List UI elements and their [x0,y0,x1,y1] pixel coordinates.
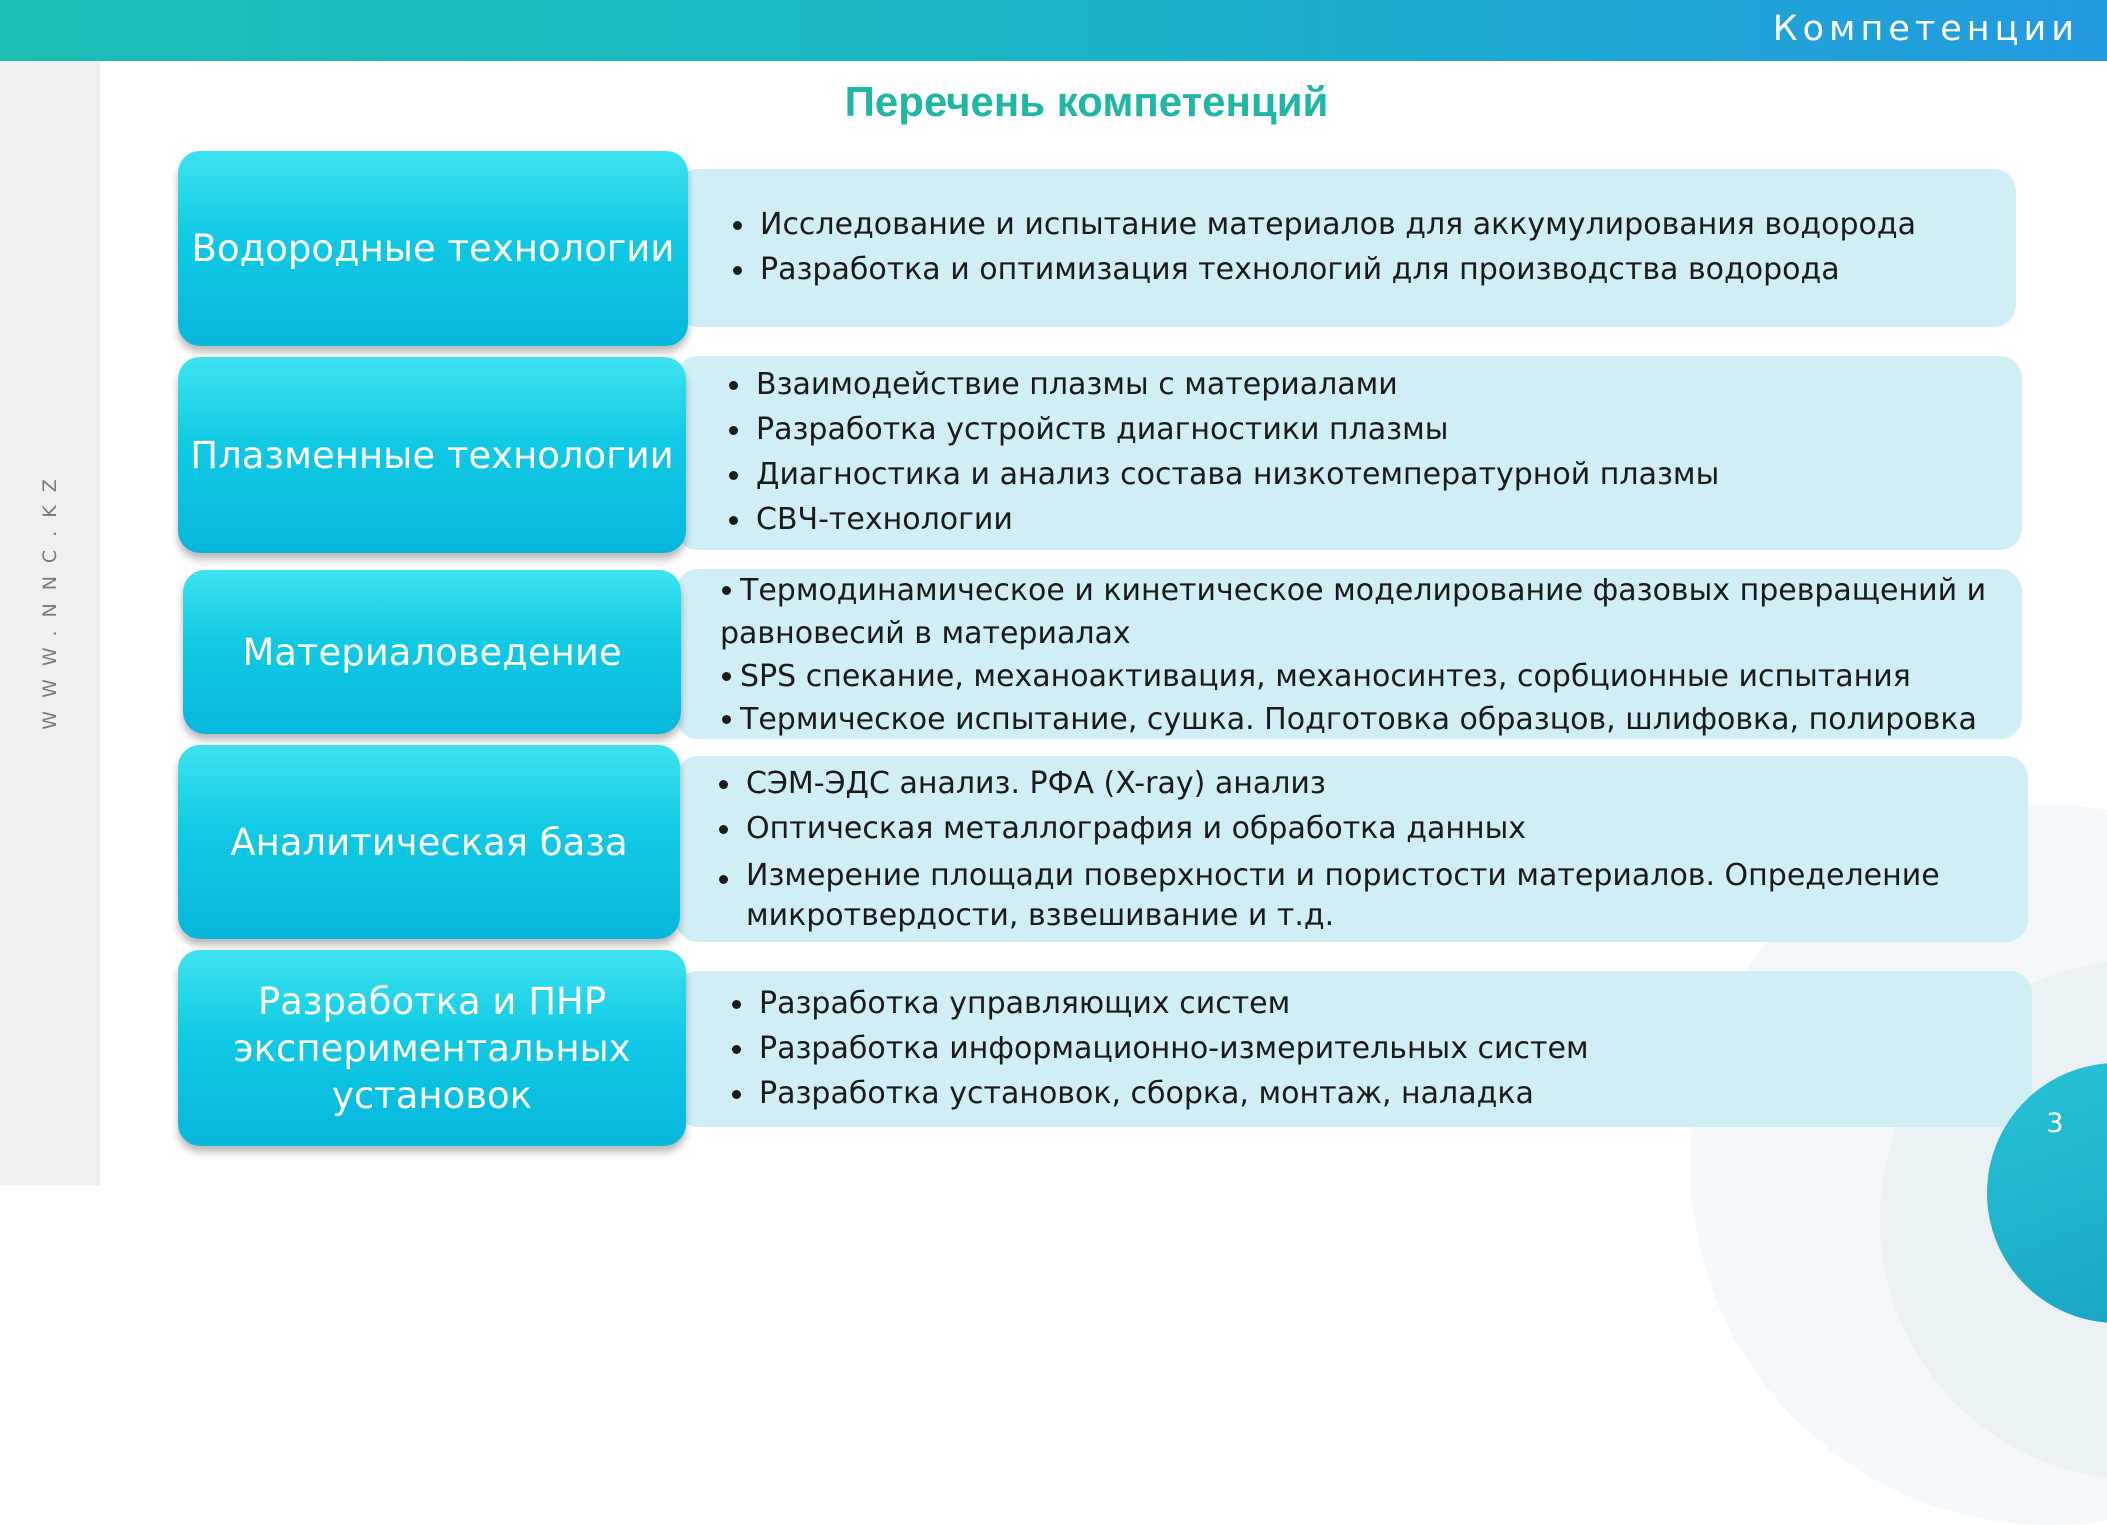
list-item: Разработка управляющих систем [727,981,2007,1026]
section-title: Компетенции [1772,9,2079,49]
list-item: SPS спекание, механоактивация, механосинтез, сорбционные испытания [720,655,2010,698]
list-item: Взаимодействие плазмы с материалами [724,362,2004,407]
page-number: 3 [2046,1108,2064,1139]
row-label-analytics: Аналитическая база [178,745,680,939]
site-url: WWW.NNC.KZ [39,466,61,730]
row-list-materials [720,569,2010,741]
list-item: Термодинамическое и кинетическое моделирование фазовых превращений и равновесий в материалах [720,569,2010,655]
row-list-plasma [724,362,2004,542]
row-label-materials: Материаловедение [183,570,681,734]
row-list-development [727,981,2007,1116]
row-label-development: Разработка и ПНР экспериментальных установок [178,950,686,1146]
list-item: Термическое испытание, сушка. Подготовка образцов, шлифовка, полировка [720,698,2010,741]
row-list-hydrogen [728,202,1998,292]
list-item: СЭМ-ЭДС анализ. РФА (X-ray) анализ [714,761,1964,806]
list-item: Исследование и испытание материалов для аккумулирования водорода [728,202,1998,247]
row-label-plasma: Плазменные технологии [178,357,686,553]
list-item: Оптическая металлография и обработка данных [714,806,1964,851]
list-item: Измерение площади поверхности и пористости материалов. Определение микротвердости, взвешивание и т.д. [714,856,1964,936]
list-item: Разработка установок, сборка, монтаж, наладка [727,1071,2007,1116]
list-item: Диагностика и анализ состава низкотемпературной плазмы [724,452,2004,497]
header-bar [0,0,2107,61]
list-item: СВЧ-технологии [724,497,2004,542]
list-item: Разработка устройств диагностики плазмы [724,407,2004,452]
row-list-analytics [714,761,1964,936]
page-title: Перечень компетенций [844,78,1329,125]
list-item: Разработка информационно-измерительных систем [727,1026,2007,1071]
list-item: Разработка и оптимизация технологий для производства водорода [728,247,1998,292]
row-label-hydrogen: Водородные технологии [178,151,688,346]
